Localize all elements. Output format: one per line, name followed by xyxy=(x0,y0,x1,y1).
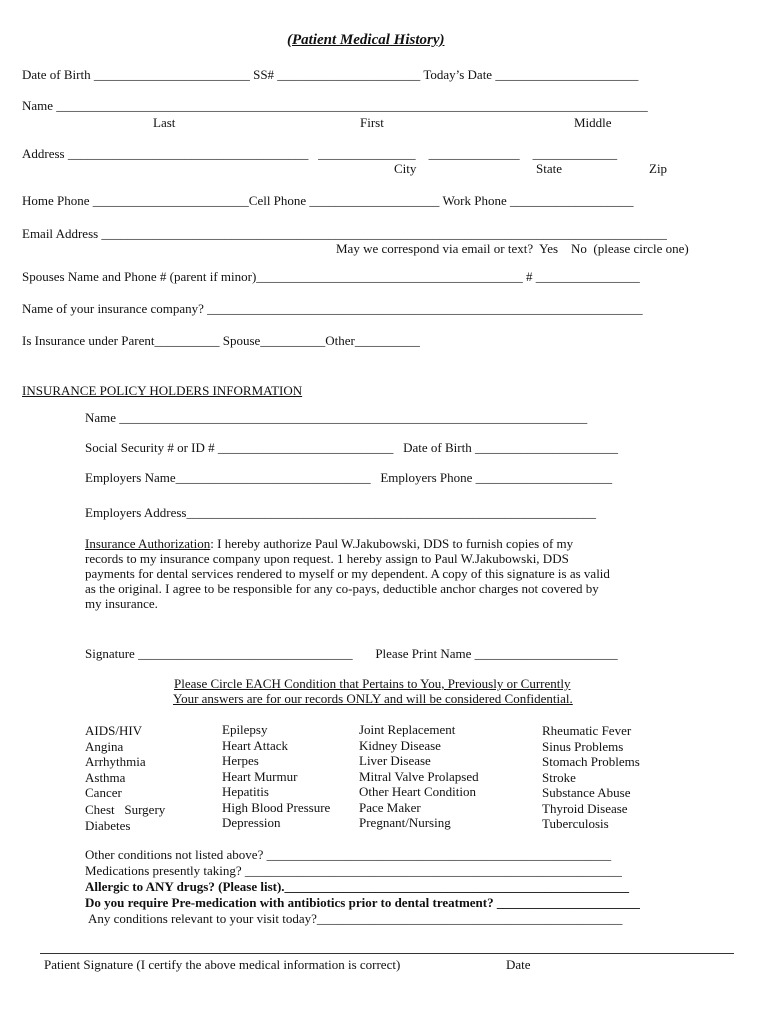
email-consent-question[interactable]: May we correspond via email or text? Yes No (please circle one) xyxy=(336,241,689,256)
circle-instructions-line: Your answers are for our records ONLY and will be considered Confidential. xyxy=(173,691,573,706)
address-zip-label: Zip xyxy=(649,161,668,176)
insured-under-row[interactable]: Is Insurance under Parent__________ Spouse__________Other__________ xyxy=(22,333,420,348)
policy-holders-heading: INSURANCE POLICY HOLDERS INFORMATION xyxy=(22,383,303,398)
email-row[interactable]: Email Address _______________________________________________________________________________________ xyxy=(22,226,667,241)
spouse-row[interactable]: Spouses Name and Phone # (parent if minor)_________________________________________ # ________________ xyxy=(22,269,640,284)
policy-employer-address-row[interactable]: Employers Address_______________________________________________________________ xyxy=(85,505,596,520)
authorization-line: my insurance. xyxy=(85,596,158,611)
policy-employer-row[interactable]: Employers Name______________________________ Employers Phone _____________________ xyxy=(85,470,613,485)
condition-item[interactable]: Diabetes xyxy=(85,818,131,833)
authorization-heading: Insurance Authorization xyxy=(85,536,211,551)
condition-item[interactable]: Angina xyxy=(85,738,124,754)
policy-ssn-dob-row[interactable]: Social Security # or ID # ___________________________ Date of Birth ______________________ xyxy=(85,440,618,455)
condition-item[interactable]: Herpes xyxy=(222,753,259,768)
condition-item[interactable]: Arrhythmia xyxy=(85,754,146,769)
circle-instructions-line: Please Circle EACH Condition that Pertains to You, Previously or Currently xyxy=(174,676,571,691)
relevant-conditions-row[interactable]: Any conditions relevant to your visit today?_______________________________________________ xyxy=(88,911,623,926)
condition-item[interactable]: Tuberculosis xyxy=(542,816,609,831)
condition-item[interactable]: Joint Replacement xyxy=(359,722,456,737)
dob-ssn-date-row[interactable]: Date of Birth ________________________ SS# ______________________ Today’s Date ______________________ xyxy=(22,67,639,82)
name-first-label: First xyxy=(360,115,384,130)
phones-row[interactable]: Home Phone ________________________Cell Phone ____________________ Work Phone ___________________ xyxy=(22,193,634,208)
condition-item[interactable]: Stroke xyxy=(542,769,576,785)
condition-item[interactable]: Heart Murmur xyxy=(222,768,298,784)
condition-item[interactable]: Chest Surgery xyxy=(85,802,166,817)
condition-item[interactable]: Stomach Problems xyxy=(542,754,640,769)
condition-item[interactable]: Liver Disease xyxy=(359,753,431,768)
address-city-label: City xyxy=(394,161,417,176)
condition-item[interactable]: Other Heart Condition xyxy=(359,784,476,799)
address-state-label: State xyxy=(536,161,562,176)
authorization-line: : I hereby authorize Paul W.Jakubowski, DDS to furnish copies of my xyxy=(210,536,574,551)
condition-item[interactable]: Sinus Problems xyxy=(542,738,624,754)
condition-item[interactable]: Thyroid Disease xyxy=(542,800,628,816)
footer-signature-line xyxy=(40,953,734,954)
condition-item[interactable]: Cancer xyxy=(85,785,122,800)
medications-row[interactable]: Medications presently taking? __________________________________________________________ xyxy=(85,863,622,878)
authorization-line: as the original. I agree to be responsible for any co-pays, deductible anchor charges not covered by xyxy=(85,581,599,596)
name-last-label: Last xyxy=(153,115,176,130)
address-row[interactable]: Address _____________________________________ _______________ ______________ _____________ xyxy=(22,146,618,161)
signature-row[interactable]: Signature _________________________________ Please Print Name ______________________ xyxy=(85,646,618,661)
other-conditions-row[interactable]: Other conditions not listed above? _____________________________________________________ xyxy=(85,847,612,862)
patient-signature-label: Patient Signature (I certify the above medical information is correct) xyxy=(44,957,401,972)
name-row[interactable]: Name ___________________________________________________________________________________________ xyxy=(22,98,648,113)
condition-item[interactable]: Substance Abuse xyxy=(542,785,631,800)
condition-item[interactable]: Pace Maker xyxy=(359,799,421,815)
authorization-line: payments for dental services rendered to myself or my dependent. A copy of this signature is as valid xyxy=(85,566,610,581)
page-title: (Patient Medical History) xyxy=(287,32,445,48)
condition-item[interactable]: Asthma xyxy=(85,769,126,785)
allergies-row[interactable]: Allergic to ANY drugs? (Please list)._____________________________________________________ xyxy=(85,879,630,894)
name-middle-label: Middle xyxy=(574,115,612,130)
authorization-line: records to my insurance company upon request. 1 hereby assign to Paul W.Jakubowski, DDS xyxy=(85,551,569,566)
policy-name-row[interactable]: Name ________________________________________________________________________ xyxy=(85,410,588,425)
date-label: Date xyxy=(506,957,531,972)
premedication-row[interactable]: Do you require Pre-medication with antibiotics prior to dental treatment? ______________________ xyxy=(85,895,640,910)
condition-item[interactable]: Depression xyxy=(222,815,281,830)
condition-item[interactable]: Kidney Disease xyxy=(359,737,441,753)
condition-item[interactable]: Heart Attack xyxy=(222,737,289,753)
condition-item[interactable]: Pregnant/Nursing xyxy=(359,815,451,830)
condition-item[interactable]: High Blood Pressure xyxy=(222,799,331,815)
condition-item[interactable]: AIDS/HIV xyxy=(85,723,143,738)
insurance-company-row[interactable]: Name of your insurance company? ___________________________________________________________________ xyxy=(22,301,643,316)
condition-item[interactable]: Epilepsy xyxy=(222,722,268,737)
condition-item[interactable]: Hepatitis xyxy=(222,784,269,799)
condition-item[interactable]: Mitral Valve Prolapsed xyxy=(359,768,479,784)
condition-item[interactable]: Rheumatic Fever xyxy=(542,723,632,738)
